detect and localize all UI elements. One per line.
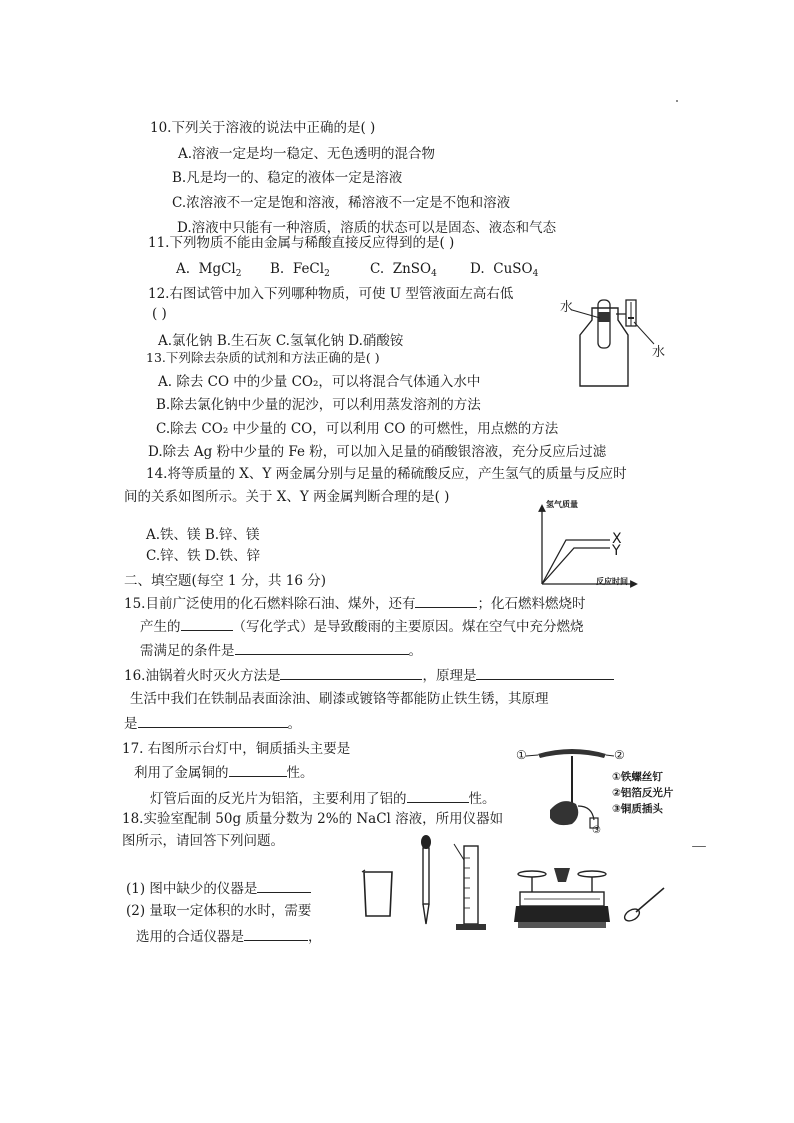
- q12-answer-paren: ( ): [152, 306, 167, 322]
- q10-option-a: A.溶液一定是均一稳定、无色透明的混合物: [178, 146, 436, 162]
- q14-series-y-label: Y: [612, 543, 621, 559]
- q14-hydrogen-chart: [530, 500, 640, 592]
- q13-stem: 13.下列除去杂质的试剂和方法正确的是( ): [146, 350, 380, 365]
- q10-stem: 10.下列关于溶液的说法中正确的是( ): [150, 120, 376, 136]
- q14-options-row2: C.锌、铁 D.铁、锌: [146, 548, 261, 564]
- q12-options: A.氯化钠 B.生石灰 C.氢氧化钠 D.硝酸铵: [158, 333, 404, 349]
- q12-apparatus-figure: [560, 290, 670, 390]
- q11-option-b: B. FeCl$_2$: [270, 261, 330, 279]
- q11-stem: 11.下列物质不能由金属与稀酸直接反应得到的是( ): [148, 235, 455, 251]
- scan-speck: [692, 846, 706, 847]
- balance-figure: [514, 862, 610, 932]
- q17-legend-1: ①铁螺丝钉: [612, 771, 663, 783]
- q14-chart-ylabel: 氢气质量: [546, 500, 578, 509]
- q14-series-x-label: X: [612, 531, 622, 547]
- q10-option-d: D.溶液中只能有一种溶质，溶质的状态可以是固态、液态和气态: [177, 220, 557, 236]
- q10-option-c: C.浓溶液不一定是饱和溶液，稀溶液不一定是不饱和溶液: [172, 195, 511, 211]
- q17-line3: 灯管后面的反光片为铝箔，主要利用了铝的 性。: [150, 788, 496, 808]
- q13-option-a: A. 除去 CO 中的少量 CO₂，可以将混合气体通入水中: [158, 374, 481, 390]
- q16-line2: 生活中我们在铁制品表面涂油、刷漆或镀铬等都能防止铁生锈，其原理: [130, 691, 549, 707]
- q17-blank-1[interactable]: [229, 762, 287, 777]
- q12-stem: 12.右图试管中加入下列哪种物质，可使 U 型管液面左高右低: [148, 286, 514, 302]
- q13-option-b: B.除去氯化钠中少量的泥沙，可以利用蒸发溶剂的方法: [156, 397, 481, 413]
- dropper-figure: [418, 834, 434, 926]
- q15-line3: 需满足的条件是 。: [140, 640, 422, 660]
- q14-options-row1: A.铁、镁 B.锌、镁: [146, 527, 260, 543]
- q11-option-c: C. ZnSO$_4$: [370, 261, 437, 279]
- q14-stem-line2: 间的关系如图所示。关于 X、Y 两金属判断合理的是( ): [124, 489, 450, 505]
- q15-blank-1[interactable]: [415, 593, 477, 608]
- q16-blank-1[interactable]: [280, 665, 422, 680]
- q17-marker-3: ③: [592, 825, 601, 836]
- q16-line1: 16.油锅着火时灭火方法是 ，原理是: [124, 665, 614, 685]
- q13-option-d: D.除去 Ag 粉中少量的 Fe 粉，可以加入足量的硝酸银溶液，充分反应后过滤: [148, 444, 607, 460]
- q17-legend-3: ③铜质插头: [612, 803, 663, 815]
- q16-blank-2[interactable]: [476, 665, 614, 680]
- q17-marker-2: ②: [614, 748, 625, 762]
- q17-blank-2[interactable]: [407, 788, 469, 803]
- q12-label-water-right: 水: [652, 345, 666, 360]
- q16-blank-3[interactable]: [138, 713, 288, 728]
- q15-blank-3[interactable]: [235, 640, 409, 655]
- q12-label-water-left: 水: [560, 300, 574, 315]
- q18-part3: 选用的合适仪器是 ，: [136, 926, 322, 946]
- q18-blank-1[interactable]: [257, 878, 311, 893]
- q18-blank-2[interactable]: [244, 926, 308, 941]
- scan-speck: [676, 100, 678, 102]
- q17-line2: 利用了金属铜的 性。: [134, 762, 314, 782]
- q11-option-d: D. CuSO$_4$: [470, 261, 539, 279]
- q10-option-b: B.凡是均一的、稳定的液体一定是溶液: [172, 170, 403, 186]
- q16-line3: 是 。: [124, 713, 301, 733]
- q18-part2: (2) 量取一定体积的水时，需要: [126, 903, 312, 919]
- q17-lamp-figure: [516, 744, 696, 840]
- q17-line1: 17. 右图所示台灯中，铜质插头主要是: [122, 741, 351, 757]
- beaker-figure: [360, 868, 396, 920]
- q15-line1: 15.目前广泛使用的化石燃料除石油、煤外，还有 ；化石燃料燃烧时: [124, 593, 585, 613]
- spoon-figure: [622, 884, 668, 924]
- q18-line2: 图所示，请回答下列问题。: [122, 833, 284, 849]
- q14-chart-xlabel: 反应时间: [596, 577, 628, 586]
- measuring-cylinder-figure: [452, 842, 492, 934]
- q11-option-a: A. MgCl$_2$: [176, 261, 242, 279]
- q15-blank-2[interactable]: [181, 616, 233, 631]
- section2-title: 二、填空题(每空 1 分，共 16 分): [124, 573, 326, 589]
- q15-line2: 产生的 （写化学式）是导致酸雨的主要原因。煤在空气中充分燃烧: [140, 616, 584, 636]
- q13-option-c: C.除去 CO₂ 中少量的 CO，可以利用 CO 的可燃性，用点燃的方法: [156, 421, 559, 437]
- q17-marker-1: ①: [516, 748, 527, 762]
- q14-stem-line1: 14.将等质量的 X、Y 两金属分别与足量的稀硫酸反应，产生氢气的质量与反应时: [146, 466, 627, 482]
- q18-part1: (1) 图中缺少的仪器是: [126, 878, 311, 898]
- q17-legend-2: ②铝箔反光片: [612, 787, 674, 799]
- q18-line1: 18.实验室配制 50g 质量分数为 2%的 NaCl 溶液，所用仪器如: [122, 811, 504, 827]
